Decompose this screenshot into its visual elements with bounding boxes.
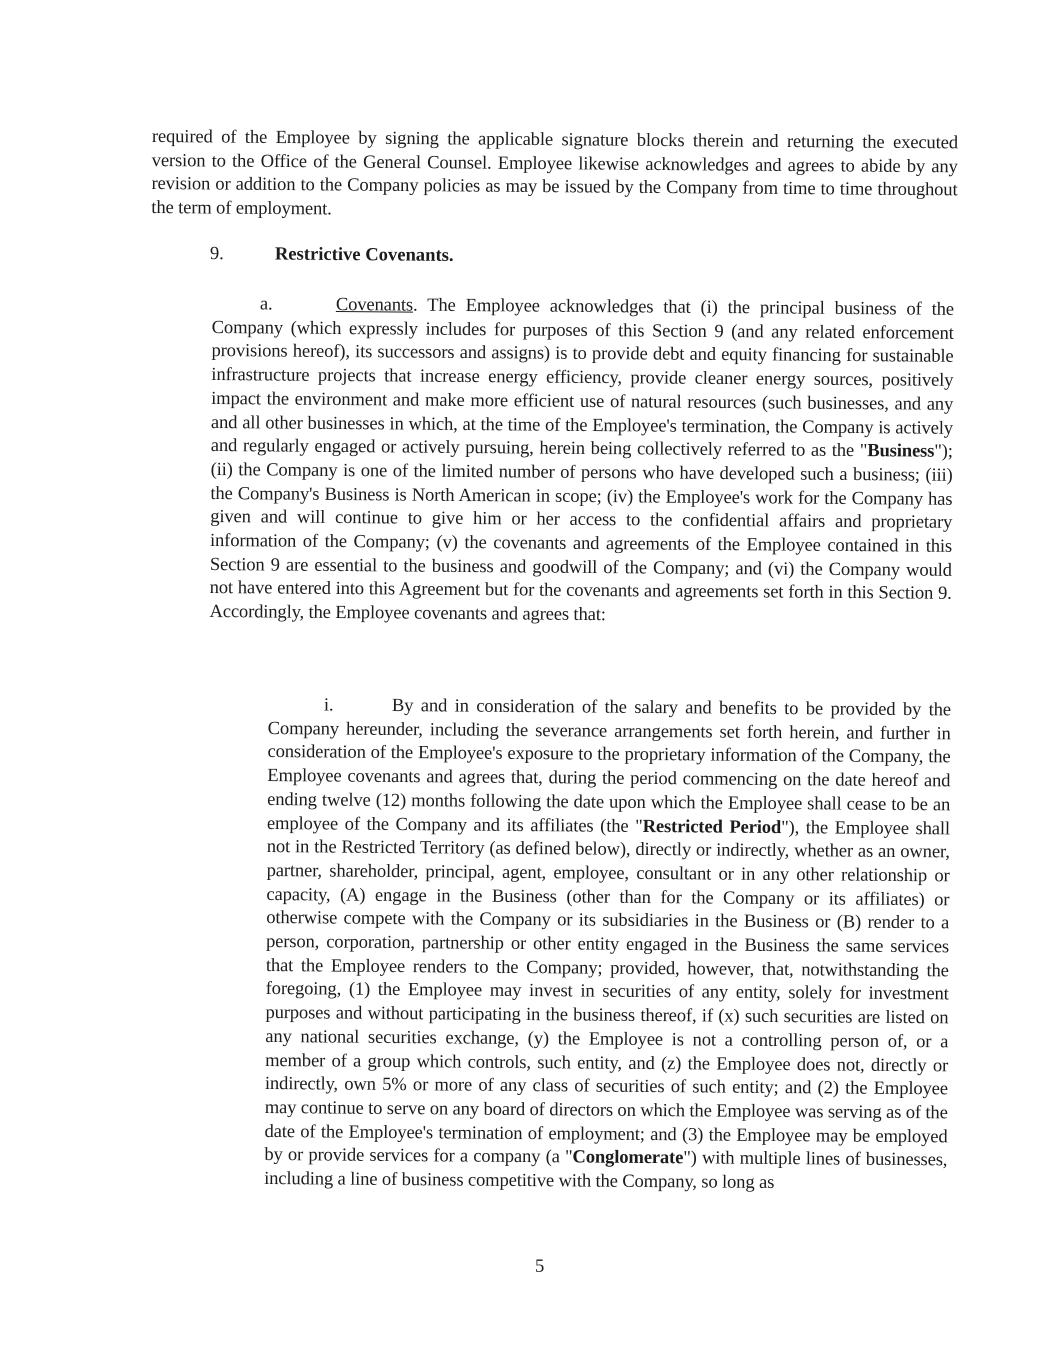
subsection-text: . The Employee acknowledges that (i) the principal business of the Company (which expressly includes for purposes of this Section 9 (and any related enforcement provisions hereof), its successors and assigns) is to provide debt and equity financing for sustainable infrastructure projects that increase energy efficiency, provide cleaner energy sources, positively impact the environment and make more efficient use of natural resources (such businesses, and any and all other businesses in which, at the time of the Employee's termination, the Company is actively and regularly engaged or actively pursuing, herein being collectively referred to as the " (210, 294, 954, 462)
clause-text: By and in consideration of the salary and benefits to be provided by the Company hereunder, including the severance arrangements set forth herein, and further in consideration of the Employee's exposure to the proprietary information of the Company, the Employee covenants and agrees that, during the period commencing on the date hereof and ending twelve (12) months following the date upon which the Employee shall cease to be an employee of the Company and its affiliates (the " (266, 694, 951, 837)
subsection-label: a. (259, 293, 273, 315)
defined-term-business: Business (867, 440, 935, 462)
clause-i-paragraph (264, 693, 951, 1196)
clause-label: i. (323, 694, 334, 716)
subsection-text-continued: "); (ii) the Company is one of the limited number of persons who have developed such a business; (iii) the Company's Business is North American in scope; (iv) the Employee's work for the Company has given and will continue to give him or her access to the confidential affairs and proprietary information of the Company; (v) the covenants and agreements of the Employee contained in this Section 9 are essential to the business and goodwill of the Company; and (vi) the Company would not have entered into this Agreement but for the covenants and agreements set forth in this Section 9. Accordingly, the Employee covenants and agrees that: (209, 440, 953, 626)
page-number: 5 (535, 1256, 545, 1277)
clause-text-end: ") with multiple lines of businesses, including a line of business competitive with the Company, so long as (264, 1147, 948, 1194)
section-title: Restrictive Covenants. (274, 243, 454, 266)
subsection-a-paragraph (209, 292, 954, 630)
defined-term-restricted-period: Restricted Period (642, 815, 782, 838)
clause-text-continued: "), the Employee shall not in the Restricted Territory (as defined below), directly or indirectly, whether as an owner, partner, shareholder, principal, agent, employee, consultant or in any other relationship or capacity, (A) engage in the Business (other than for the Company or its affiliates) or otherwise compete with the Company or its subsidiaries in the Business or (B) render to a person, corporation, partnership or other entity engaged in the Business the same services that the Employee renders to the Company; provided, however, that, notwithstanding the foregoing, (1) the Employee may invest in securities of any entity, solely for investment purposes and without participating in the business thereof, if (x) such securities are listed on any national securities exchange, (y) the Employee is not a controlling person of, or a member of a group which controls, such entity, and (z) the Employee does not, directly or indirectly, own 5% or more of any class of securities of such entity; and (2) the Employee may continue to serve on any board of directors on which the Employee was serving as of the date of the Employee's termination of employment; and (3) the Employee may be employed by or provide services for a company (a " (264, 816, 951, 1168)
defined-term-conglomerate: Conglomerate (572, 1146, 684, 1169)
section-number: 9. (209, 242, 224, 265)
intro-paragraph: required of the Employee by signing the applicable signature blocks therein and returning the executed version to the Office of the General Counsel. Employee likewise acknowledges and agrees to abide by any revision or addition to the Company policies as may be issued by the Company from time to time throughout the term of employment. (151, 125, 958, 220)
subsection-heading: Covenants (335, 293, 414, 316)
section-9-heading (210, 242, 454, 267)
